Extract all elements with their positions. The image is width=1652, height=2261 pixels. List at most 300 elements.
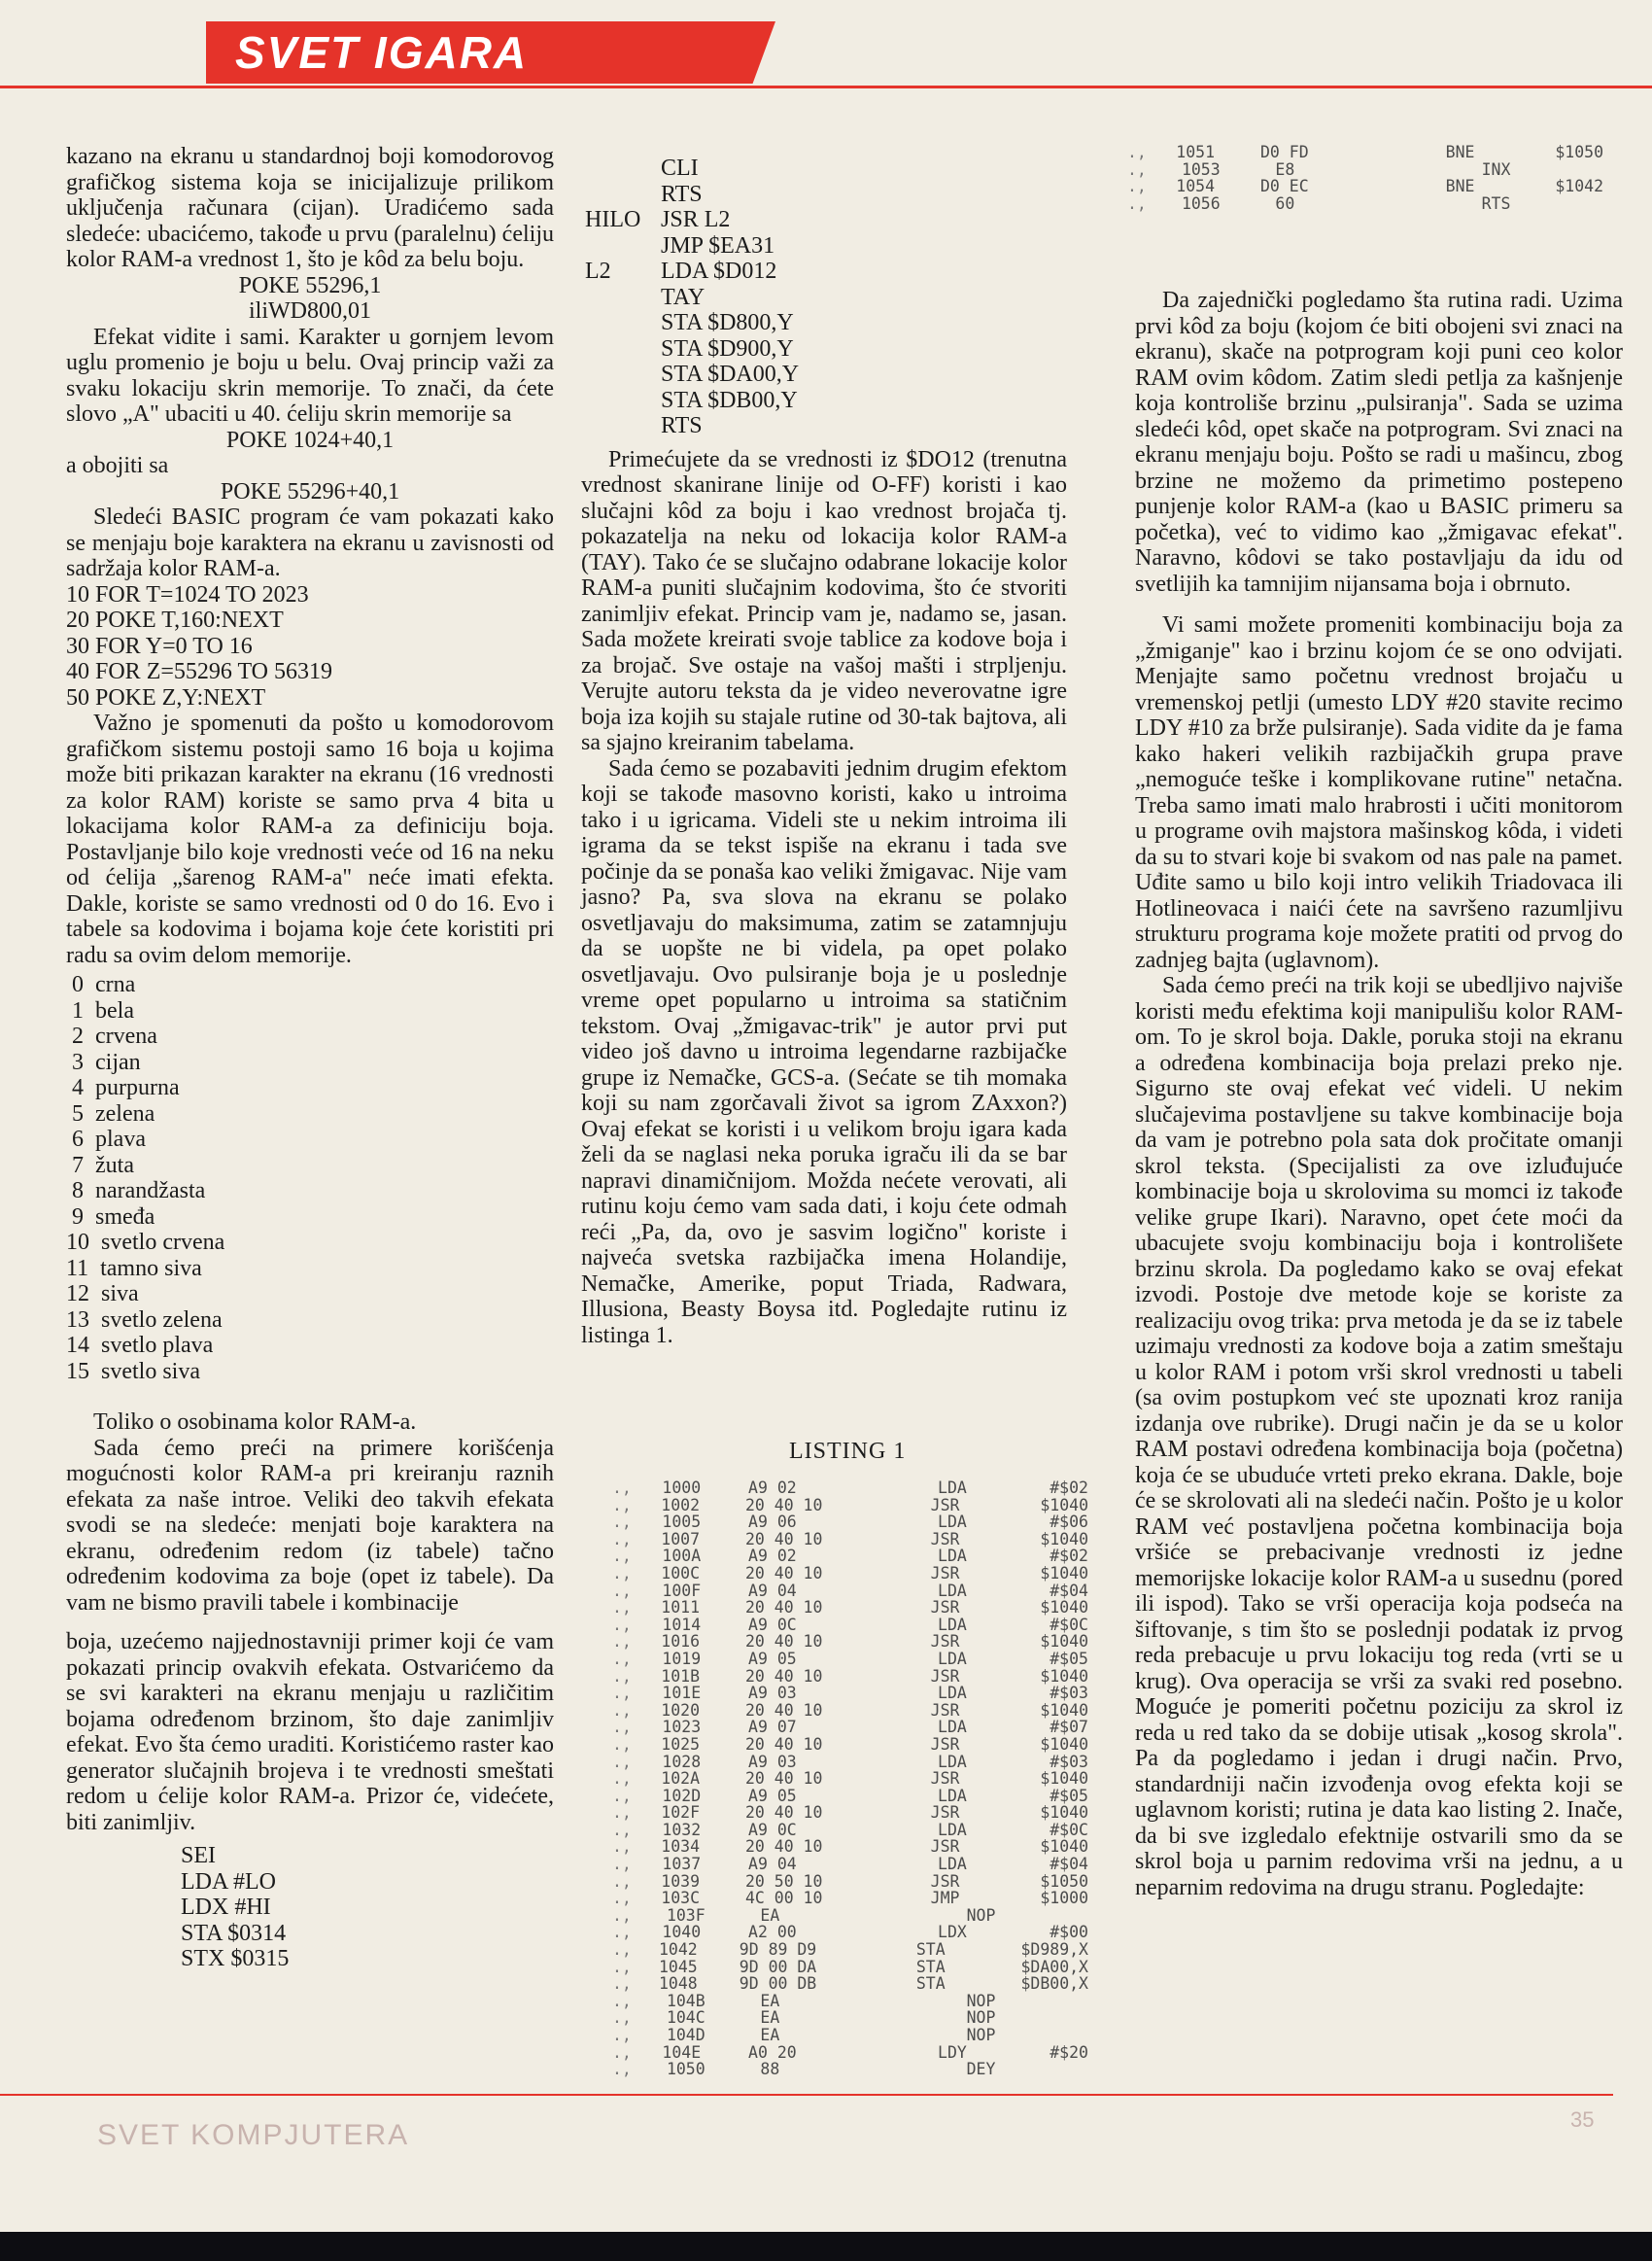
- listing-marker: .,: [612, 1769, 632, 1789]
- listing-instruction: LDA: [938, 1513, 967, 1532]
- listing-address: 1025: [661, 1734, 701, 1754]
- listing-marker: .,: [612, 1786, 632, 1805]
- listing-bytes: EA: [760, 1905, 780, 1925]
- listing-1-continued: [1127, 144, 1603, 212]
- listing-instruction: DEY: [966, 2060, 996, 2079]
- column-1: [66, 144, 554, 1972]
- listing-bytes: A9 07: [748, 1718, 797, 1737]
- listing-marker: .,: [612, 1666, 632, 1686]
- listing-instruction: INX: [1481, 159, 1511, 179]
- listing-instruction: LDY: [938, 2042, 967, 2062]
- paragraph: Sledeći BASIC program će vam pokazati kako se menjaju boje karaktera na ekranu u zavisnosti od sadržaja kolor RAM-a.: [66, 504, 554, 581]
- listing-row: [1127, 144, 1603, 161]
- listing-operand: $1050: [1555, 143, 1603, 161]
- listing-instruction: NOP: [966, 1905, 996, 1925]
- listing-row: [612, 1873, 1088, 1891]
- listing-address: 100F: [662, 1581, 702, 1600]
- listing-address: 104D: [666, 2026, 706, 2044]
- color-code-row: 3 cijan: [66, 1049, 141, 1075]
- code-line: POKE 55296+40,1: [220, 478, 400, 504]
- listing-bytes: A9 0C: [748, 1820, 797, 1839]
- listing-bytes: 20 40 10: [744, 1666, 823, 1686]
- listing-address: 1054: [1176, 177, 1216, 196]
- listing-row: [612, 1993, 1088, 2010]
- listing-bytes: A9 02: [748, 1478, 797, 1497]
- listing-operand: $1040: [1040, 1495, 1088, 1514]
- listing-operand: $1040: [1040, 1529, 1088, 1548]
- paragraph: Primećujete da se vrednosti iz $DO12 (trenutna vrednost skanirane linije od O-FF) koristi i kao slučajni kôd za boju i kao vrednost brojača tj. pokazatelja na neku od lokacija kolor RAM-a (TAY). Tako će se slučajno odabrane lokacije kolor RAM-a puniti slučajnim kodovima, što će stvoriti zanimljiv efekat. Princip vam je, nadamo se, jasan. Sada možete kreirati svoje tablice za kodove boja i za brojač. Sve ostaje na vašoj mašti i strpljenju. Verujte autoru teksta da je video neverovatne igre boja iza kojih su stajale rutine od 30-tak bajtova, ali sa sjajno kreiranim tabelama.: [581, 446, 1067, 755]
- listing-marker: .,: [612, 1684, 632, 1703]
- listing-address: 104C: [666, 2008, 706, 2028]
- listing-operand: #$00: [1050, 1923, 1088, 1942]
- listing-instruction: LDA: [938, 1718, 967, 1737]
- listing-operand: #$07: [1050, 1718, 1088, 1737]
- color-code-row: 6 plava: [66, 1127, 146, 1152]
- listing-bytes: 60: [1275, 193, 1295, 213]
- listing-operand: #$02: [1050, 1478, 1088, 1497]
- listing-operand: $DB00,X: [1020, 1974, 1088, 1994]
- paragraph: Sada ćemo se pozabaviti jednim drugim efektom koji se takođe masovno koristi, kako u introima tako i u igricama. Videli ste u nekim introima ili igrama da se tekst ispiše na ekranu i tada sve počinje da se ponaša kao veliki žmigavac. Nije vam jasno? Pa, sva slova na ekranu se polako osvetljavaju do maksimuma, zatim se zatamnjuju da se uopšte ne bi videla, pa opet polako osvetljavaju. Ovo pulsiranje boja je u poslednje vreme opet popularno u introima sa statičnim tekstom. Ovaj „žmigavac-trik" je autor prvi put video još davno u introima legendarne razbijačke grupe iz Nemačke, GCS-a. (Sećate se tih momaka koji su nam zgorčavali život sa igrom ZAxxon?) Ovaj efekat se koristi i u velikom broju igara kada želi da se naglasi neka poruka igraču ili da se bar napravi dinamičnijom. Možda nećete verovati, ali rutinu koju ćemo vam sada dati, i koju ćete odmah reći „Pa, da, ovo je sasvim logično" koriste i najveća svetska razbijačka imena Holandije, Nemačke, Amerike, poput Triada, Radwara, Illusiona, Beasty Boysa itd. Pogledajte rutinu iz listinga 1.: [581, 755, 1067, 1348]
- listing-operand: #$05: [1050, 1649, 1088, 1668]
- listing-marker: .,: [612, 1803, 632, 1823]
- listing-row: [612, 1583, 1088, 1600]
- listing-address: 1034: [661, 1837, 701, 1857]
- listing-instruction: JMP: [930, 1889, 960, 1908]
- listing-instruction: LDA: [938, 1615, 967, 1634]
- listing-row: [612, 1924, 1088, 1941]
- listing-marker: .,: [612, 1513, 632, 1532]
- listing-instruction: JSR: [930, 1700, 960, 1720]
- asm-op: TAY: [661, 284, 706, 310]
- listing-row: [612, 1838, 1088, 1856]
- listing-operand: $1040: [1040, 1666, 1088, 1686]
- paragraph: boja, uzećemo najjednostavniji primer koji će vam pokazati princip ovakvih efekata. Ostvarićemo da se svi karakteri na ekranu menjaju u različitim bojama određenom brzinom, što daje zanimljiv efekat. Evo šta ćemo uraditi. Koristićemo raster kao generator slučajnih brojeva i te vrednosti smeštati redom u ćelije kolor RAM-a. Prizor će, videćete, biti zanimljiv.: [66, 1629, 554, 1835]
- listing-address: 1053: [1181, 159, 1221, 179]
- listing-address: 1050: [666, 2060, 706, 2079]
- paragraph: kazano na ekranu u standardnoj boji komodorovog grafičkog sistema koja se inicijalizuje prilikom uključenja računara (cijan). Uradićemo sada sledeće: ubacićemo, takođe u prvu (paralelnu) ćeliju kolor RAM-a vrednost 1, što je kôd za belu boju.: [66, 144, 554, 272]
- listing-row: [1127, 195, 1603, 213]
- paragraph: Sada ćemo preći na primere korišćenja mogućnosti kolor RAM-a pri kreiranju raznih efekata za naše introe. Veliki deo takvih efekata svodi se na sledeće: menjati boje karaktera na ekranu, određenim redom (iz tabele) tačno određenim kodovima za boje (opet iz tabele). Da vam ne bismo pravili tabele i kombinacije: [66, 1435, 554, 1616]
- listing-bytes: 20 40 10: [744, 1632, 823, 1652]
- listing-row: [612, 2061, 1088, 2078]
- listing-operand: $1040: [1040, 1734, 1088, 1754]
- listing-row: [612, 1941, 1088, 1959]
- paragraph: Sada ćemo preći na trik koji se ubedljivo najviše koristi među efektima koji manipulišu kolor RAM-om. To je skrol boja. Dakle, poruka stoji na ekranu a određena kombinacija boja prelazi preko nje. Sigurno ste ovaj efekat već videli. U nekim slučajevima postavljene su takve kombinacije boja da vam je potrebno pola sata dok pročitate omanji skrol teksta. (Specijalisti za ove izluđujuće kombinacije boja u skrolovima su momci iz takođe velike grupe Ikari). Naravno, opet ćete moći da ubacujete svoju kombinaciju boja i kontrolišete brzinu skrola. Da pogledamo kako se ovaj efekat izvodi. Postoje dve metode koje se koriste za realizaciju ovog trika: prva metoda je da se iz tabele uzimaju vrednosti za kodove boja a zatim smeštaju u kolor RAM i potom vrši skrol vrednosti u tabeli (sa ovim postupkom već ste upoznati kroz ranija izdanja ove rubrike). Drugi način je da se u kolor RAM postavi određena kombinacija boja (početna) koja će se ubuduće vrteti preko ekrana. Dakle, boje će se skrolovati ali na sledeći način. Pošto je u kolor RAM već postavljena početna kombinacija boja vršiće se prebacivanje vrednosti iz jedne memorijske lokacije kolor RAM-a u susednu (pored ili ispod). Tako se vrši operacija koja podseća na šiftovanje, s tim što se poslednji podatak iz prvog reda prebacuje u prvu lokaciju tog reda (vrti se u krug). Ova operacija se vrši za svaki red posebno. Moguće je pomeriti početnu poziciju za skrol iz reda u red tako da se dobije utisak „kosog skrola". Pa da pogledamo i jedan i drugi način. Prvo, standardniji način izvođenja ovog efekta koji se uglavnom koristi; rutina je data kao listing 2. Inače, da bi sve izgledalo efektnije ostvarili smo da se skrol boja u parnim redovima vrši na jednu, a u neparnim redovima na drugu stranu. Pogledajte:: [1135, 973, 1623, 1900]
- listing-row: [612, 1890, 1088, 1907]
- listing-marker: .,: [612, 1752, 632, 1771]
- listing-instruction: STA: [915, 1940, 946, 1960]
- listing-instruction: JSR: [930, 1529, 960, 1548]
- listing-row: [612, 1736, 1088, 1754]
- listing-address: 1048: [659, 1974, 698, 1994]
- listing-operand: $1040: [1040, 1563, 1088, 1583]
- listing-operand: #$03: [1050, 1684, 1088, 1703]
- listing-1: [612, 1479, 1088, 2078]
- listing-operand: $1040: [1040, 1803, 1088, 1823]
- listing-address: 1045: [659, 1957, 698, 1976]
- listing-instruction: LDA: [938, 1820, 967, 1839]
- listing-marker: .,: [612, 1855, 632, 1874]
- asm-label: [585, 233, 661, 260]
- listing-address: 1019: [662, 1649, 702, 1668]
- listing-address: 104B: [666, 1991, 706, 2010]
- listing-instruction: JSR: [930, 1769, 960, 1789]
- listing-marker: .,: [612, 2042, 632, 2062]
- asm-line: STA $0314: [181, 1920, 287, 1946]
- asm-line: LDA #LO: [181, 1868, 276, 1895]
- listing-row: [612, 1633, 1088, 1651]
- listing-instruction: JSR: [930, 1563, 960, 1583]
- listing-address: 1000: [662, 1478, 702, 1497]
- listing-bytes: D0 EC: [1259, 177, 1309, 196]
- listing-instruction: NOP: [966, 1991, 996, 2010]
- basic-line: 30 FOR Y=0 TO 16: [66, 633, 253, 659]
- footer-rule: [0, 2094, 1613, 2096]
- listing-address: 100C: [661, 1563, 701, 1583]
- basic-line: 10 FOR T=1024 TO 2023: [66, 581, 309, 608]
- assembly-code: [181, 1843, 554, 1972]
- code-line: iliWD800,01: [249, 298, 371, 324]
- color-code-row: 8 narandžasta: [66, 1178, 206, 1203]
- listing-marker: .,: [612, 1718, 632, 1737]
- listing-operand: #$20: [1050, 2042, 1088, 2062]
- asm-op: RTS: [661, 413, 703, 438]
- listing-bytes: 20 50 10: [744, 1871, 823, 1891]
- listing-instruction: BNE: [1445, 177, 1475, 196]
- assembly-code: [585, 156, 1067, 439]
- listing-row: [612, 1856, 1088, 1873]
- listing-marker: .,: [612, 1478, 632, 1497]
- listing-operand: #$03: [1050, 1752, 1088, 1771]
- listing-operand: $1050: [1040, 1871, 1088, 1891]
- listing-bytes: 20 40 10: [744, 1700, 823, 1720]
- listing-row: [612, 1770, 1088, 1788]
- listing-row: [612, 1599, 1088, 1617]
- asm-label: [585, 285, 661, 311]
- listing-address: 100A: [662, 1547, 702, 1566]
- listing-marker: .,: [612, 1734, 632, 1754]
- color-code-row: 14 svetlo plava: [66, 1333, 214, 1358]
- listing-bytes: 20 40 10: [744, 1598, 823, 1617]
- listing-bytes: 9D 00 DA: [739, 1957, 817, 1976]
- listing-row: [612, 1975, 1088, 1993]
- color-code-row: 10 svetlo crvena: [66, 1230, 225, 1255]
- listing-bytes: 20 40 10: [744, 1529, 823, 1548]
- color-code-row: 0 crna: [66, 972, 136, 997]
- column-2: [581, 156, 1067, 1348]
- code-line: POKE 1024+40,1: [225, 427, 395, 453]
- listing-row: [612, 1907, 1088, 1925]
- listing-row: [612, 2009, 1088, 2027]
- listing-address: 104E: [662, 2042, 702, 2062]
- asm-op: STA $D900,Y: [661, 335, 794, 362]
- listing-bytes: 88: [760, 2060, 780, 2079]
- listing-row: [612, 1822, 1088, 1839]
- listing-bytes: 20 40 10: [744, 1803, 823, 1823]
- listing-bytes: 20 40 10: [744, 1495, 823, 1514]
- listing-row: [612, 1788, 1088, 1805]
- listing-instruction: JSR: [930, 1734, 960, 1754]
- listing-bytes: A9 04: [748, 1855, 797, 1874]
- listing-marker: .,: [612, 1700, 632, 1720]
- listing-instruction: RTS: [1481, 193, 1511, 213]
- basic-line: 20 POKE T,160:NEXT: [66, 608, 284, 633]
- listing-instruction: JSR: [930, 1837, 960, 1857]
- listing-bytes: A9 06: [748, 1513, 797, 1532]
- color-code-row: 5 zelena: [66, 1100, 155, 1127]
- asm-label: HILO: [585, 207, 641, 232]
- listing-bytes: D0 FD: [1259, 143, 1309, 161]
- listing-operand: #$04: [1050, 1855, 1088, 1874]
- listing-row: [1127, 161, 1603, 179]
- column-3: [1135, 288, 1623, 1900]
- listing-operand: $1040: [1040, 1598, 1088, 1617]
- listing-instruction: LDA: [938, 1649, 967, 1668]
- listing-bytes: 20 40 10: [744, 1734, 823, 1754]
- listing-instruction: LDA: [938, 1478, 967, 1497]
- listing-address: 1020: [661, 1700, 701, 1720]
- listing-instruction: NOP: [966, 2008, 996, 2028]
- color-code-row: 9 smeđa: [66, 1203, 155, 1230]
- listing-address: 1032: [662, 1820, 702, 1839]
- listing-address: 1007: [661, 1529, 701, 1548]
- listing-row: [612, 2044, 1088, 2062]
- listing-instruction: JSR: [930, 1666, 960, 1686]
- listing-instruction: LDA: [938, 1855, 967, 1874]
- asm-line: SEI: [181, 1843, 216, 1868]
- color-code-row: 7 žuta: [66, 1152, 134, 1178]
- listing-instruction: LDX: [938, 1923, 967, 1942]
- asm-op: LDA $D012: [661, 259, 777, 284]
- listing-operand: $1040: [1040, 1632, 1088, 1652]
- listing-operand: $D989,X: [1020, 1940, 1088, 1960]
- code-line: POKE 55296,1: [238, 272, 382, 298]
- color-code-row: 12 siva: [66, 1281, 139, 1306]
- listing-bytes: 4C 00 10: [744, 1889, 823, 1908]
- asm-label: [585, 388, 661, 414]
- listing-row: [612, 1651, 1088, 1668]
- listing-operand: #$05: [1050, 1786, 1088, 1805]
- listing-row: [612, 1959, 1088, 1976]
- listing-row: [612, 1513, 1088, 1531]
- listing-address: 1056: [1181, 193, 1221, 213]
- listing-row: [612, 1617, 1088, 1634]
- paragraph: Vi sami možete promeniti kombinaciju boja za „žmiganje" kao i brzinu kojom će se ono odvijati. Menjajte samo početnu vrednost brojaču u vremenskoj petlji (umesto LDY #20 stavite recimo LDY #10 za brže pulsiranje). Sada vidite da je fama kako hakeri velikih razbijačkih grupa prave „nemoguće teške i komplikovane rutine" netačna. Treba samo imati malo hrabrosti i učiti monitorom u programe ovih majstora mašinskog kôda, i videti da su to stvari koje bi svakom od nas pale na pamet. Uđite samo u bilo koji intro velikih Triadovaca ili Hotlineovaca i naići ćete na savršeno razumljivu strukturu programa koje možete pratiti od prvog do zadnjeg bajta (uglavnom).: [1135, 612, 1623, 973]
- listing-instruction: JSR: [930, 1632, 960, 1652]
- listing-bytes: EA: [760, 2026, 780, 2044]
- color-code-table: [66, 972, 554, 1384]
- listing-row: [1127, 178, 1603, 195]
- listing-address: 1028: [662, 1752, 702, 1771]
- listing-instruction: STA: [915, 1957, 946, 1976]
- paragraph: Da zajednički pogledamo šta rutina radi. Uzima prvi kôd za boju (kojom će biti obojeni svi znaci na ekranu), skače na potprogram koji puni ceo kolor RAM ovim kôdom. Zatim sledi petlja za kašnjenje koja kontroliše brzinu „pulsiranja". Sada se uzima sledeći kôd, opet skače na potprogram. Svi znaci na ekranu menjaju boju. Pošto se radi u mašincu, zbog brzine ne možemo da primetimo postepeno punjenje kolor RAM-a (kao u BASIC primeru sa početka), već to vidimo kao „žmigavac efekat". Naravno, kôdovi se tako postavljaju da idu od svetlijih ka tamnijim nijansama boja i obrnuto.: [1135, 288, 1623, 597]
- listing-bytes: A9 03: [748, 1752, 797, 1771]
- listing-marker: .,: [612, 1820, 632, 1839]
- listing-bytes: A9 05: [748, 1786, 797, 1805]
- listing-instruction: STA: [915, 1974, 946, 1994]
- listing-row: [612, 2027, 1088, 2044]
- color-code-row: 4 purpurna: [66, 1075, 180, 1100]
- listing-address: 102D: [662, 1786, 702, 1805]
- listing-row: [612, 1685, 1088, 1702]
- listing-row: [612, 1479, 1088, 1497]
- footer-magazine-name: SVET KOMPJUTERA: [97, 2119, 410, 2151]
- listing-bytes: A2 00: [748, 1923, 797, 1942]
- listing-operand: $DA00,X: [1020, 1957, 1088, 1976]
- listing-operand: $1042: [1555, 177, 1603, 196]
- asm-op: CLI: [661, 156, 699, 181]
- listing-row: [612, 1719, 1088, 1736]
- listing-instruction: LDA: [938, 1786, 967, 1805]
- paragraph: Toliko o osobinama kolor RAM-a.: [93, 1409, 417, 1435]
- asm-line: STX $0315: [181, 1946, 290, 1971]
- listing-marker: .,: [612, 1957, 632, 1976]
- listing-address: 1014: [662, 1615, 702, 1634]
- listing-row: [612, 1702, 1088, 1720]
- listing-marker: .,: [1127, 143, 1147, 161]
- listing-marker: .,: [612, 1974, 632, 1994]
- asm-line: LDX #HI: [181, 1895, 271, 1920]
- listing-operand: #$0C: [1050, 1615, 1088, 1634]
- asm-op: STA $DA00,Y: [661, 362, 800, 387]
- listing-marker: .,: [612, 1871, 632, 1891]
- listing-address: 1037: [662, 1855, 702, 1874]
- listing-bytes: A0 20: [748, 2042, 797, 2062]
- listing-bytes: EA: [760, 2008, 780, 2028]
- listing-bytes: 20 40 10: [744, 1837, 823, 1857]
- listing-marker: .,: [1127, 177, 1147, 196]
- listing-bytes: 20 40 10: [744, 1563, 823, 1583]
- listing-marker: .,: [612, 2026, 632, 2044]
- listing-row: [612, 1497, 1088, 1514]
- listing-instruction: NOP: [966, 2026, 996, 2044]
- listing-instruction: JSR: [930, 1803, 960, 1823]
- listing-bytes: A9 05: [748, 1649, 797, 1668]
- listing-marker: .,: [612, 2060, 632, 2079]
- listing-marker: .,: [612, 1581, 632, 1600]
- listing-operand: #$06: [1050, 1513, 1088, 1532]
- listing-address: 101E: [662, 1684, 702, 1703]
- color-code-row: 1 bela: [66, 997, 134, 1024]
- asm-label: [585, 413, 661, 439]
- listing-marker: .,: [612, 2008, 632, 2028]
- listing-operand: #$04: [1050, 1581, 1088, 1600]
- listing-operand: $1040: [1040, 1837, 1088, 1857]
- listing-bytes: E8: [1275, 159, 1295, 179]
- listing-marker: .,: [612, 1940, 632, 1960]
- listing-operand: #$0C: [1050, 1820, 1088, 1839]
- listing-row: [612, 1754, 1088, 1771]
- listing-bytes: A9 02: [748, 1547, 797, 1566]
- listing-address: 101B: [661, 1666, 701, 1686]
- listing-row: [612, 1548, 1088, 1565]
- listing-bytes: A9 03: [748, 1684, 797, 1703]
- listing-address: 1042: [659, 1940, 698, 1960]
- color-code-row: 11 tamno siva: [66, 1255, 202, 1281]
- listing-address: 1011: [661, 1598, 701, 1617]
- listing-address: 102A: [661, 1769, 701, 1789]
- paragraph: Važno je spomenuti da pošto u komodorovom grafičkom sistemu postoji samo 16 boja u kojima može biti prikazan karakter na ekranu (16 vrednosti za kolor RAM) koriste se samo prva 4 bita u lokacijama kolor RAM-a za definiciju boja. Postavljanje bilo koje vrednosti veće od 16 na neku od ćelija „šarenog RAM-a" neće imati efekta. Dakle, koriste se samo vrednosti od 0 do 16. Evo i tabele sa kodovima i bojama koje ćete koristiti pri radu sa ovim delom memorije.: [66, 711, 554, 968]
- listing-address: 102F: [661, 1803, 701, 1823]
- listing-address: 1040: [662, 1923, 702, 1942]
- basic-line: 40 FOR Z=55296 TO 56319: [66, 659, 333, 684]
- asm-op: STA $D800,Y: [661, 310, 794, 335]
- listing-marker: .,: [612, 1563, 632, 1583]
- listing-marker: .,: [612, 1991, 632, 2010]
- page-number: 35: [1570, 2107, 1595, 2132]
- listing-address: 1002: [661, 1495, 701, 1514]
- color-code-row: 2 crvena: [66, 1024, 157, 1049]
- listing-row: [612, 1565, 1088, 1583]
- listing-instruction: LDA: [938, 1752, 967, 1771]
- listing-bytes: EA: [760, 1991, 780, 2010]
- asm-label: [585, 310, 661, 336]
- header-rule: [0, 86, 1652, 88]
- listing-instruction: JSR: [930, 1598, 960, 1617]
- asm-label: [585, 336, 661, 363]
- listing-marker: .,: [1127, 159, 1147, 179]
- listing-marker: .,: [612, 1837, 632, 1857]
- listing-address: 103C: [661, 1889, 701, 1908]
- listing-address: 103F: [666, 1905, 706, 1925]
- listing-bytes: 9D 00 DB: [739, 1974, 817, 1994]
- listing-instruction: LDA: [938, 1547, 967, 1566]
- listing-instruction: BNE: [1445, 143, 1475, 161]
- listing-marker: .,: [612, 1889, 632, 1908]
- asm-op: JSR L2: [661, 207, 731, 232]
- listing-marker: .,: [612, 1547, 632, 1566]
- listing-marker: .,: [612, 1529, 632, 1548]
- listing-operand: #$02: [1050, 1547, 1088, 1566]
- listing-row: [612, 1668, 1088, 1686]
- listing-marker: .,: [612, 1905, 632, 1925]
- basic-program: [66, 582, 554, 712]
- listing-instruction: LDA: [938, 1581, 967, 1600]
- listing-marker: .,: [612, 1632, 632, 1652]
- listing-row: [612, 1531, 1088, 1548]
- color-code-row: 15 svetlo siva: [66, 1358, 200, 1384]
- basic-line: 50 POKE Z,Y:NEXT: [66, 684, 266, 711]
- listing-marker: .,: [612, 1598, 632, 1617]
- asm-op: JMP $EA31: [661, 232, 775, 259]
- asm-label: [585, 362, 661, 388]
- listing-title: LISTING 1: [789, 1439, 907, 1464]
- listing-bytes: 9D 89 D9: [739, 1940, 817, 1960]
- asm-label: [585, 182, 661, 208]
- listing-address: 1005: [662, 1513, 702, 1532]
- listing-bytes: 20 40 10: [744, 1769, 823, 1789]
- scan-edge: [0, 2232, 1652, 2261]
- listing-address: 1039: [661, 1871, 701, 1891]
- listing-operand: $1040: [1040, 1769, 1088, 1789]
- listing-instruction: JSR: [930, 1871, 960, 1891]
- listing-marker: .,: [1127, 193, 1147, 213]
- listing-address: 1023: [662, 1718, 702, 1737]
- listing-row: [612, 1804, 1088, 1822]
- listing-operand: $1000: [1040, 1889, 1088, 1908]
- listing-marker: .,: [612, 1495, 632, 1514]
- color-code-row: 13 svetlo zelena: [66, 1306, 223, 1333]
- listing-marker: .,: [612, 1923, 632, 1942]
- listing-bytes: A9 04: [748, 1581, 797, 1600]
- paragraph: a obojiti sa: [66, 453, 169, 478]
- listing-address: 1051: [1176, 143, 1216, 161]
- listing-marker: .,: [612, 1649, 632, 1668]
- asm-label: [585, 156, 661, 182]
- asm-op: STA $DB00,Y: [661, 387, 798, 413]
- paragraph: Efekat vidite i sami. Karakter u gornjem levom uglu promenio je boju u belu. Ovaj princip važi za svaku lokaciju skrin memorije. To znači, da ćete slovo „A" ubaciti u 40. ćeliju skrin memorije sa: [66, 324, 554, 427]
- asm-label: L2: [585, 259, 611, 284]
